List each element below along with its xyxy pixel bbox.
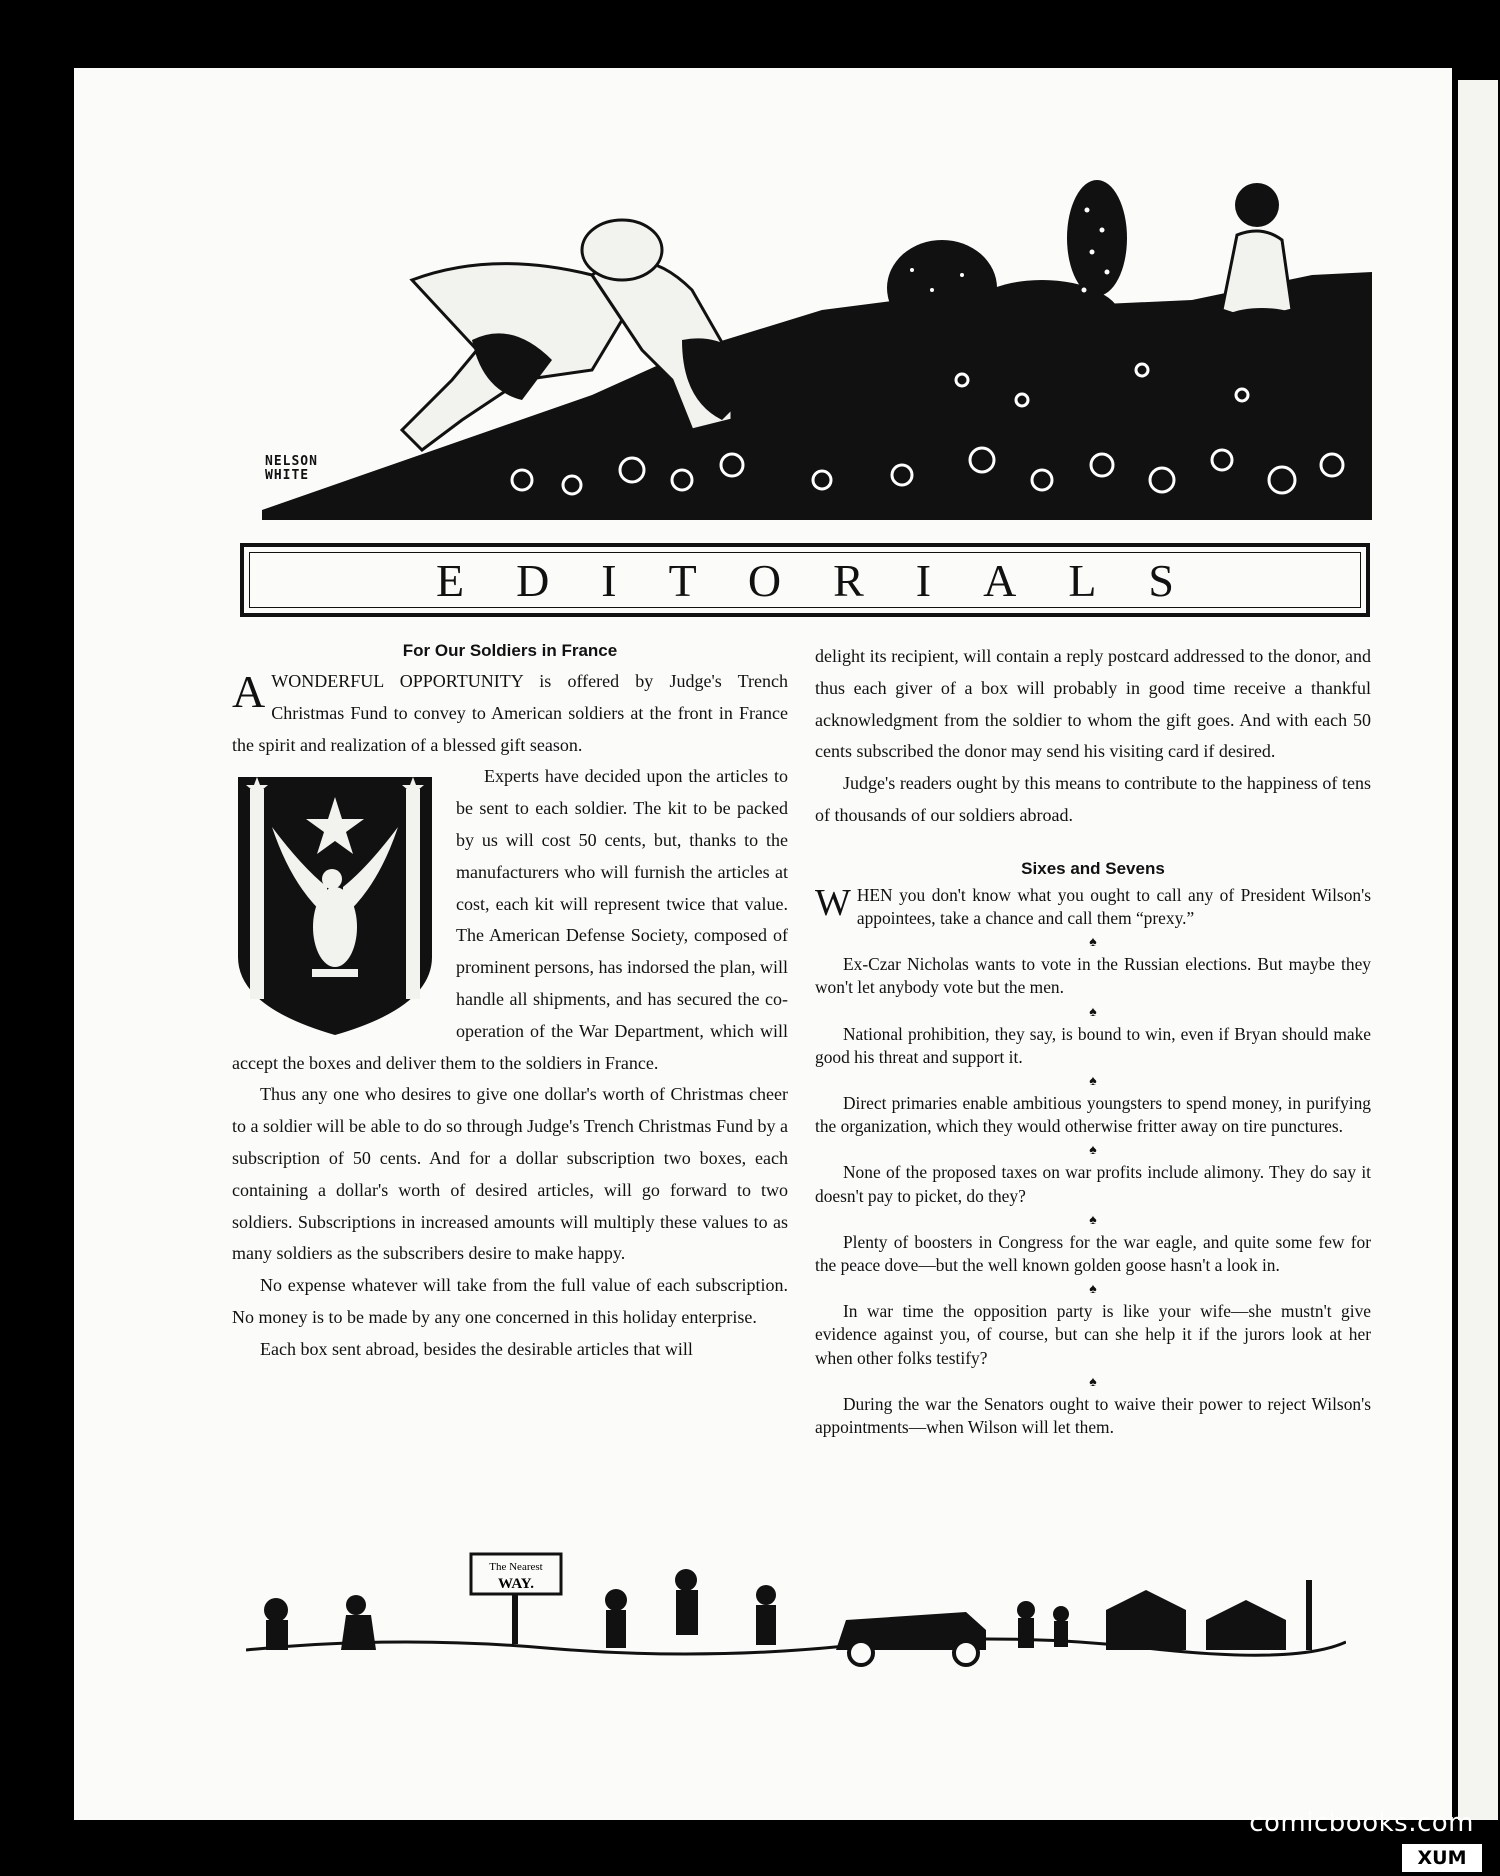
article-paragraph-continued: delight its recipient, will contain a reply postcard addressed to the donor, and thus each giver of a box will probably in good time receive a thankful acknowledgment from the soldier to whom the gift goes. And with each 50 cents subscribed the donor may send his visiting card if desired. xyxy=(815,646,1371,762)
xum-badge: XUM xyxy=(1402,1844,1482,1872)
spade-separator-icon: ♠ xyxy=(1089,1212,1097,1228)
spade-separator-icon: ♠ xyxy=(1089,935,1097,951)
article-paragraph-2: Experts have decided upon the articles to be sent to each soldier. The kit to be packed by us will cost 50 cents, but, thanks to the manufacturers who will furnish the articles at cost, each kit will represent twice that value. The American Defense Society, composed of prominent persons, has indorsed the plan, will handle all shipments, and has secured the co-operation of the War Department, which will accept the boxes and deliver them to the soldiers in France. xyxy=(232,766,788,1073)
road-sign xyxy=(471,1554,561,1644)
spade-separator-icon: ♠ xyxy=(1089,1074,1097,1089)
drop-cap: W xyxy=(815,881,851,924)
quip-1 xyxy=(815,881,1371,930)
quip-4: Direct primaries enable ambitious youngsters to spend money, in purifying the organization, which they would otherwise fritter away on tire punctures. xyxy=(815,1093,1371,1137)
signature-line-2: WHITE xyxy=(265,468,310,483)
editorials-masthead xyxy=(240,543,1370,617)
quip-3: National prohibition, they say, is bound to win, even if Bryan should make good his threat and support it. xyxy=(815,1023,1371,1067)
paragraph-text: WONDERFUL OPPORTUNITY is offered by Judge's Trench Christmas Fund to convey to American soldiers at the front in France the spirit and realization of a blessed gift season. xyxy=(232,671,788,755)
article-paragraph-3: Thus any one who desires to give one dollar's worth of Christmas cheer to a soldier will be able to do so through Judge's Trench Christmas Fund by a subscription of 50 cents. And for a dollar subscription two boxes, each containing a dollar's worth of desired articles, will go forward to two soldiers. Subscriptions in increased amounts will multiply these values to as many soldiers as the subscribers desire to make happy. xyxy=(232,1084,788,1264)
site-watermark: comicbooks.com xyxy=(1249,1808,1474,1838)
article-paragraph-4: No expense whatever will take from the full value of each subscription. No money is to be made by any one concerned in this holiday enterprise. xyxy=(232,1275,788,1327)
nymph-figure xyxy=(1212,183,1312,352)
artist-signature xyxy=(265,455,318,483)
sign-text-2: WAY. xyxy=(498,1576,534,1592)
spade-separator-icon: ♠ xyxy=(1089,1004,1097,1020)
article-paragraph-1 xyxy=(232,666,788,761)
header-illustration xyxy=(262,180,1372,520)
next-page-edge xyxy=(1458,80,1498,1820)
article-heading: For Our Soldiers in France xyxy=(402,641,618,660)
quip-text: HEN you don't know what you ought to call any of President Wilson's appointees, take a chance and call them “prexy.” xyxy=(856,884,1371,928)
spade-separator-icon: ♠ xyxy=(1089,1282,1097,1298)
left-column xyxy=(232,636,788,1366)
sign-text-1: The Nearest xyxy=(489,1561,543,1573)
masthead-title: EDITORIALS xyxy=(435,554,1227,606)
shrub-shape xyxy=(887,180,1127,360)
quip-5: None of the proposed taxes on war profits include alimony. They do say it doesn't pay to picket, do they? xyxy=(815,1162,1371,1206)
hillside xyxy=(262,272,1372,520)
sixes-heading: Sixes and Sevens xyxy=(1021,858,1165,878)
spade-separator-icon: ♠ xyxy=(1089,1374,1097,1390)
eagle-shield-emblem xyxy=(232,767,438,1039)
spade-separator-icon: ♠ xyxy=(1089,1143,1097,1159)
quip-7: In war time the opposition party is like your wife—she mustn't give evidence against you, of course, but can she help it if the jurors look at her when other folks testify? xyxy=(815,1301,1371,1368)
quip-8: During the war the Senators ought to waive their power to reject Wilson's appointments—when Wilson will let them. xyxy=(815,1393,1371,1438)
article-paragraph-closing: Judge's readers ought by this means to contribute to the happiness of tens of thousands of our soldiers abroad. xyxy=(815,773,1371,825)
sixes-and-sevens xyxy=(815,881,1371,1439)
signature-line-1: NELSON xyxy=(265,454,318,469)
quip-2: Ex-Czar Nicholas wants to vote in the Russian elections. But maybe they won't let anybody vote but the men. xyxy=(815,954,1371,998)
article-paragraph-5: Each box sent abroad, besides the desirable articles that will xyxy=(260,1338,693,1359)
drop-cap: A xyxy=(232,666,266,717)
quip-6: Plenty of boosters in Congress for the war eagle, and quite some few for the peace dove—but the well known golden goose hasn't a look in. xyxy=(815,1231,1371,1276)
footer-cartoon-strip xyxy=(246,1550,1346,1670)
right-column xyxy=(815,641,1371,1439)
